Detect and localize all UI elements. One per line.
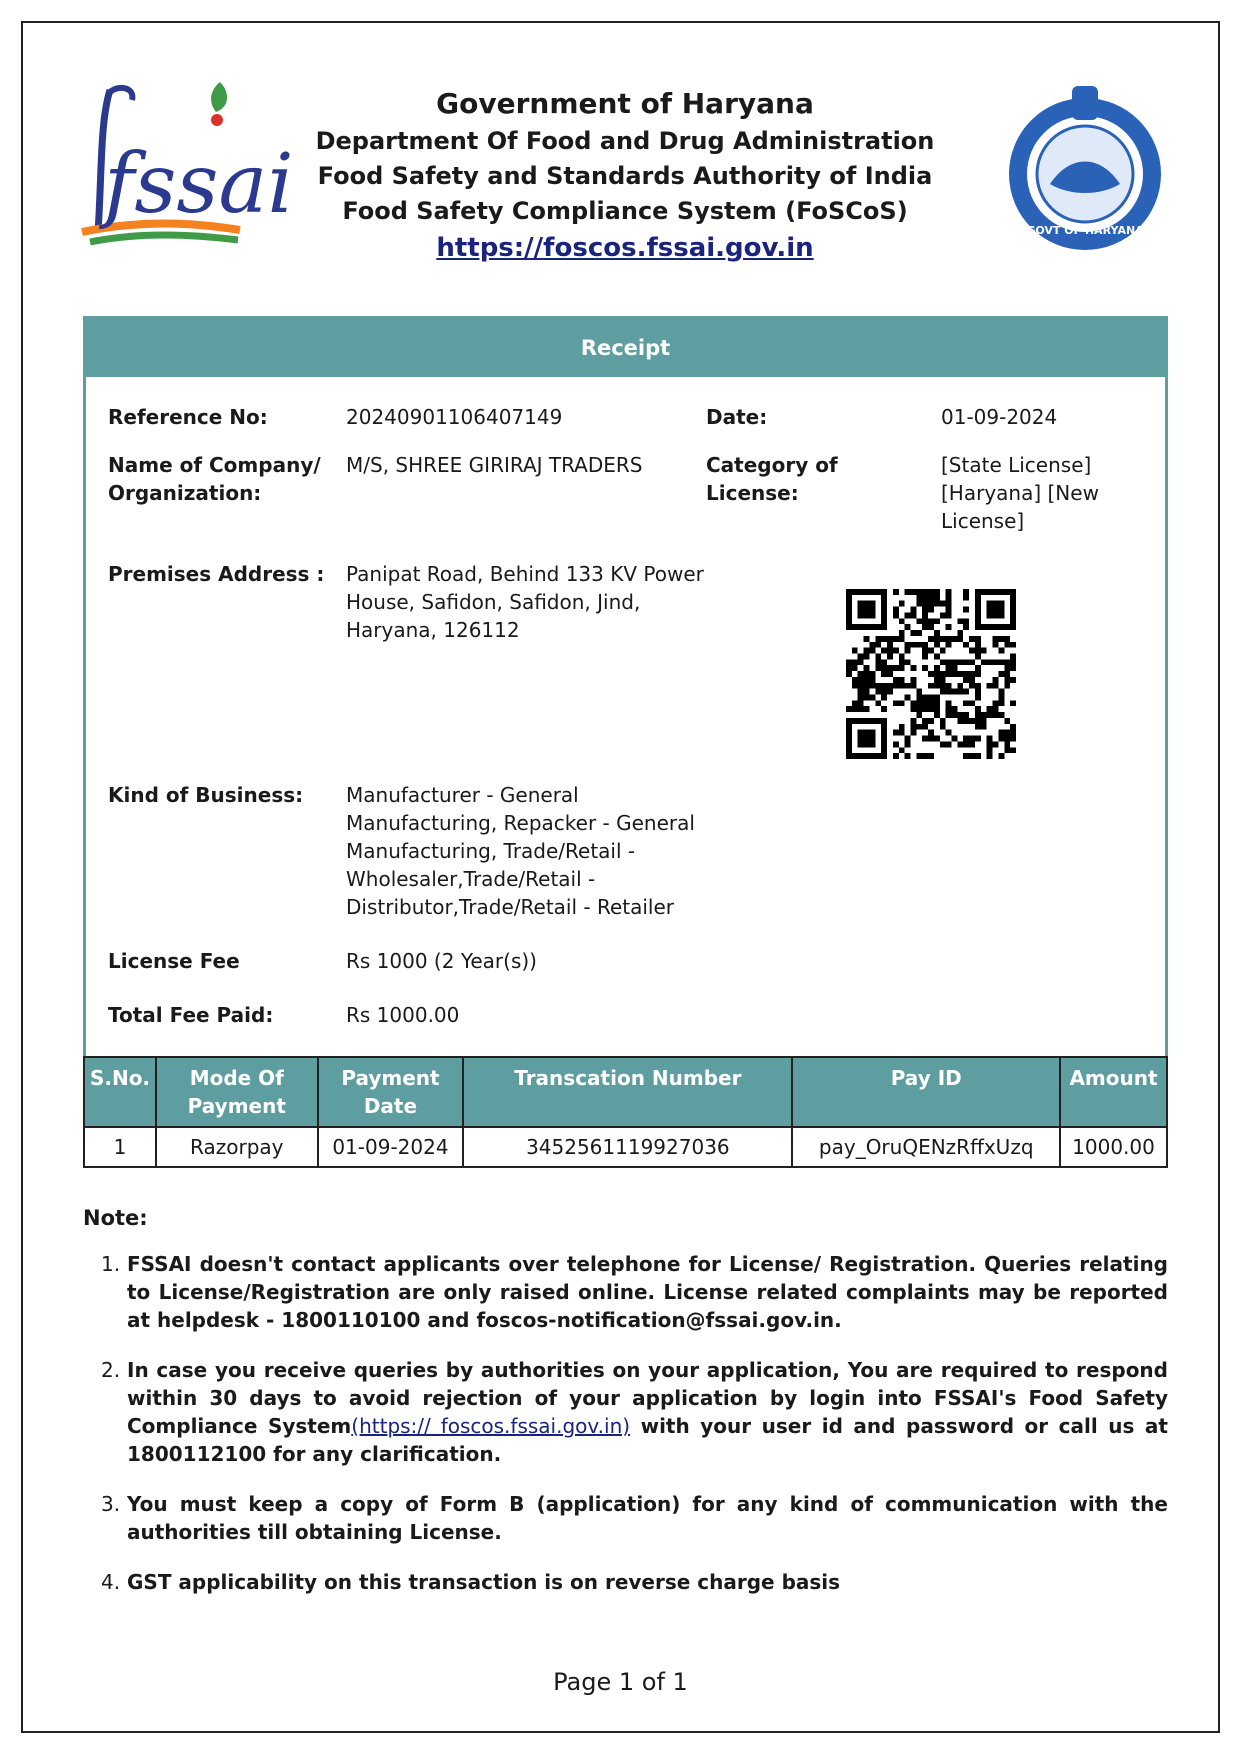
reference-value: 20240901106407149 [346, 405, 563, 429]
license-fee-label: License Fee [108, 949, 240, 973]
foscos-note-link[interactable]: (https:// foscos.fssai.gov.in) [351, 1414, 631, 1438]
address-line: House, Safidon, Safidon, Jind, [346, 590, 641, 614]
business-line: Distributor,Trade/Retail - Retailer [346, 895, 675, 919]
payment-table [83, 1056, 1168, 1168]
business-line: Wholesaler,Trade/Retail - [346, 867, 596, 891]
svg-text:GOVT OF HARYANA: GOVT OF HARYANA [1026, 224, 1144, 237]
business-label: Kind of Business: [108, 783, 304, 807]
category-value [941, 451, 1141, 535]
table-header-row [84, 1057, 1167, 1127]
cell-date: 01-09-2024 [318, 1127, 464, 1167]
col-mode-line: Payment [187, 1094, 286, 1118]
cell-amount: 1000.00 [1060, 1127, 1167, 1167]
col-amount: Amount [1060, 1057, 1167, 1127]
note-text: FSSAI doesn't contact applicants over telephone for License/ Registration. Queries relating to License/Registration are only raised online. License related complaints may be reported at helpdesk - 1800110100 and foscos-notification@fssai.gov.in. [127, 1252, 1168, 1332]
note-number: 4. [101, 1570, 121, 1594]
table-row [84, 1127, 1167, 1167]
cell-mode: Razorpay [156, 1127, 318, 1167]
date-value: 01-09-2024 [941, 405, 1058, 429]
cell-transaction: 3452561119927036 [463, 1127, 792, 1167]
col-transaction: Transcation Number [463, 1057, 792, 1127]
business-value [346, 781, 716, 921]
col-date-line: Payment [341, 1066, 440, 1090]
note-text: In case you receive queries by authorities on your application, You are required to respond within 30 days to avoid rejection of your application by login into FSSAI's Food Safety Compliance System [127, 1358, 1168, 1438]
haryana-emblem [1000, 84, 1170, 254]
total-fee-label: Total Fee Paid: [108, 1003, 274, 1027]
department-title: Department Of Food and Drug Administration [315, 127, 935, 155]
receipt-panel [83, 316, 1168, 1056]
date-label: Date: [706, 405, 768, 429]
address-line: Panipat Road, Behind 133 KV Power [346, 562, 704, 586]
note-number: 2. [101, 1358, 121, 1382]
page-number: Page 1 of 1 [553, 1668, 688, 1696]
col-date-line: Date [363, 1094, 418, 1118]
license-fee-value: Rs 1000 (2 Year(s)) [346, 949, 537, 973]
note-item [83, 1356, 1168, 1468]
header [300, 84, 950, 267]
address-line: Haryana, 126112 [346, 618, 520, 642]
reference-label: Reference No: [108, 405, 268, 429]
note-item [83, 1250, 1168, 1334]
category-line: [State License] [941, 453, 1092, 477]
company-label-line: Name of Company/ [108, 453, 321, 477]
note-text: GST applicability on this transaction is on reverse charge basis [127, 1570, 841, 1594]
business-line: Manufacturing, Trade/Retail - [346, 839, 636, 863]
cell-pay-id: pay_OruQENzRffxUzq [792, 1127, 1060, 1167]
address-label: Premises Address : [108, 562, 325, 586]
note-text: You must keep a copy of Form B (application) for any kind of communication with the authorities till obtaining License. [127, 1492, 1168, 1544]
note-item [83, 1568, 1168, 1596]
notes-list [83, 1250, 1168, 1618]
government-title: Government of Haryana [436, 87, 814, 120]
total-fee-value: Rs 1000.00 [346, 1003, 460, 1027]
authority-title: Food Safety and Standards Authority of India [317, 162, 933, 190]
col-mode-line: Mode Of [189, 1066, 284, 1090]
cell-sno: 1 [84, 1127, 156, 1167]
fssai-logo [80, 82, 294, 252]
note-number: 1. [101, 1252, 121, 1276]
address-value [346, 560, 716, 644]
company-label-line: Organization: [108, 481, 262, 505]
note-item [83, 1490, 1168, 1546]
company-label [108, 451, 328, 507]
system-title: Food Safety Compliance System (FoSCoS) [342, 197, 908, 225]
receipt-title: Receipt [86, 319, 1165, 377]
note-number: 3. [101, 1492, 121, 1516]
svg-text:fssai: fssai [104, 137, 294, 232]
foscos-link[interactable]: https://foscos.fssai.gov.in [436, 233, 814, 263]
col-sno: S.No. [84, 1057, 156, 1127]
col-mode [156, 1057, 318, 1127]
business-line: Manufacturer - General [346, 783, 579, 807]
category-line: License] [941, 509, 1025, 533]
col-date [318, 1057, 464, 1127]
qr-code [846, 589, 1016, 759]
category-label: Category of License: [706, 453, 838, 505]
col-pay-id: Pay ID [792, 1057, 1060, 1127]
business-line: Manufacturing, Repacker - General [346, 811, 695, 835]
note-text: with your user id and password or call us at 1800112100 for any clarification. [127, 1414, 1168, 1466]
category-line: [Haryana] [New [941, 481, 1099, 505]
company-value: M/S, SHREE GIRIRAJ TRADERS [346, 453, 643, 477]
note-heading: Note: [83, 1206, 148, 1230]
